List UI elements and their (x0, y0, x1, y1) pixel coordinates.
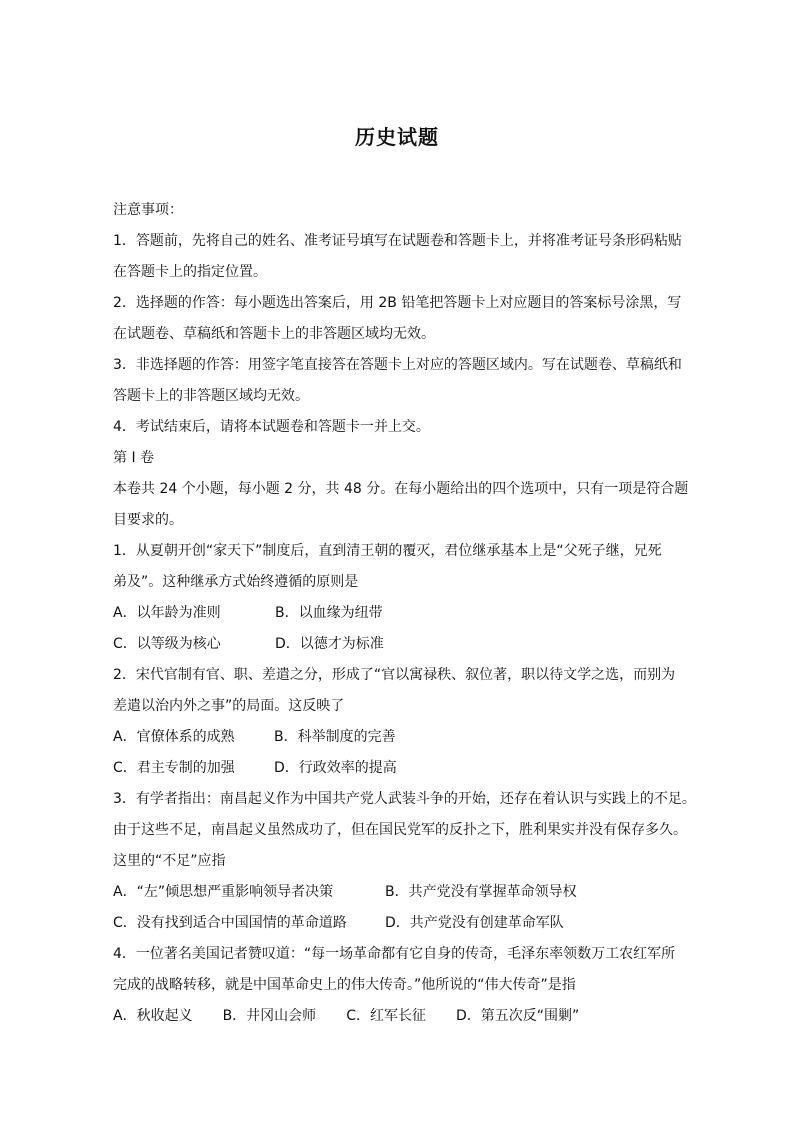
section-instructions (113, 474, 689, 536)
question-3 (113, 784, 696, 939)
question-1 (113, 536, 683, 660)
option-c: C．以等级为核心 (113, 636, 221, 652)
option-c: C．君主专制的加强 (113, 760, 235, 776)
question-stem-line: 完成的战略转移，就是中国革命史上的伟大传奇。”他所说的“伟大传奇”是指 (113, 977, 576, 993)
exam-content (113, 195, 696, 1032)
option-b: B．共产党没有掌握革命领导权 (385, 884, 577, 900)
page-title: 历史试题 (355, 125, 439, 149)
option-a: A．秋收起义 (113, 1008, 193, 1024)
question-stem-line: 差遣以治内外之事”的局面。这反映了 (113, 698, 345, 714)
notice-line: 1．答题前，先将自己的姓名、准考证号填写在试题卷和答题卡上，并将准考证号条形码粘贴 (113, 233, 682, 249)
instruction-line: 目要求的。 (113, 512, 183, 528)
instruction-line: 本卷共 24 个小题，每小题 2 分，共 48 分。在每小题给出的四个选项中，只有一项是符合题 (113, 481, 689, 497)
option-a: A．官僚体系的成熟 (113, 729, 235, 745)
notice-item-3 (113, 350, 683, 412)
option-b: B．井冈山会师 (222, 1008, 317, 1024)
notice-line: 答题卡上的非答题区域均无效。 (113, 388, 309, 404)
option-d: D．共产党没有创建革命军队 (385, 915, 564, 931)
section-label: 第 I 卷 (113, 450, 155, 466)
question-stem-line: 这里的“不足”应指 (113, 853, 226, 869)
question-stem-line: 2．宋代官制有官、职、差遣之分，形成了“官以寓禄秩、叙位著，职以待文学之选，而别为 (113, 667, 676, 683)
option-d: D．第五次反“围剿” (455, 1008, 580, 1024)
option-d: D．以德才为标准 (275, 636, 384, 652)
question-stem-line: 弟及”。这种继承方式始终遵循的原则是 (113, 574, 359, 590)
option-row (113, 722, 683, 753)
notice-item-1 (113, 226, 683, 288)
notice-heading: 注意事项： (113, 202, 183, 218)
question-stem-line: 3．有学者指出：南昌起义作为中国共产党人武装斗争的开始，还存在着认识与实践上的不足。 (113, 791, 696, 807)
question-stem-line: 4．一位著名美国记者赞叹道：“每一场革命都有它自身的传奇，毛泽东率领数万工农红军所 (113, 946, 676, 962)
notice-line: 在试题卷、草稿纸和答题卡上的非答题区域均无效。 (113, 326, 435, 342)
option-b: B．以血缘为纽带 (275, 605, 383, 621)
option-a: A．以年龄为准则 (113, 605, 221, 621)
option-a: A．“左”倾思想严重影响领导者决策 (113, 884, 334, 900)
option-c: C．红军长征 (346, 1008, 426, 1024)
question-stem-line: 1．从夏朝开创“家天下”制度后，直到清王朝的覆灭，君位继承基本上是“父死子继，兄死 (113, 543, 662, 559)
notice-line: 在答题卡上的指定位置。 (113, 264, 267, 280)
notice-item-2 (113, 288, 683, 350)
option-row (113, 908, 683, 939)
notice-line: 3．非选择题的作答：用签字笔直接答在答题卡上对应的答题区域内。写在试题卷、草稿纸和 (113, 357, 682, 373)
option-row (113, 598, 683, 629)
notice-line: 4．考试结束后，请将本试题卷和答题卡一并上交。 (113, 419, 430, 435)
option-c: C．没有找到适合中国国情的革命道路 (113, 915, 347, 931)
notice-item-4 (113, 412, 683, 443)
notice-line: 2．选择题的作答：每小题选出答案后，用 2B 铅笔把答题卡上对应题目的答案标号涂黑，写 (113, 295, 682, 311)
option-b: B．科举制度的完善 (274, 729, 396, 745)
option-d: D．行政效率的提高 (274, 760, 397, 776)
question-stem-line: 由于这些不足，南昌起义虽然成功了，但在国民党军的反扑之下，胜利果实并没有保存多久。 (113, 822, 687, 838)
option-row (113, 1001, 683, 1032)
option-row (113, 753, 683, 784)
option-row (113, 877, 683, 908)
option-row (113, 629, 683, 660)
question-4 (113, 939, 683, 1032)
question-2 (113, 660, 683, 784)
